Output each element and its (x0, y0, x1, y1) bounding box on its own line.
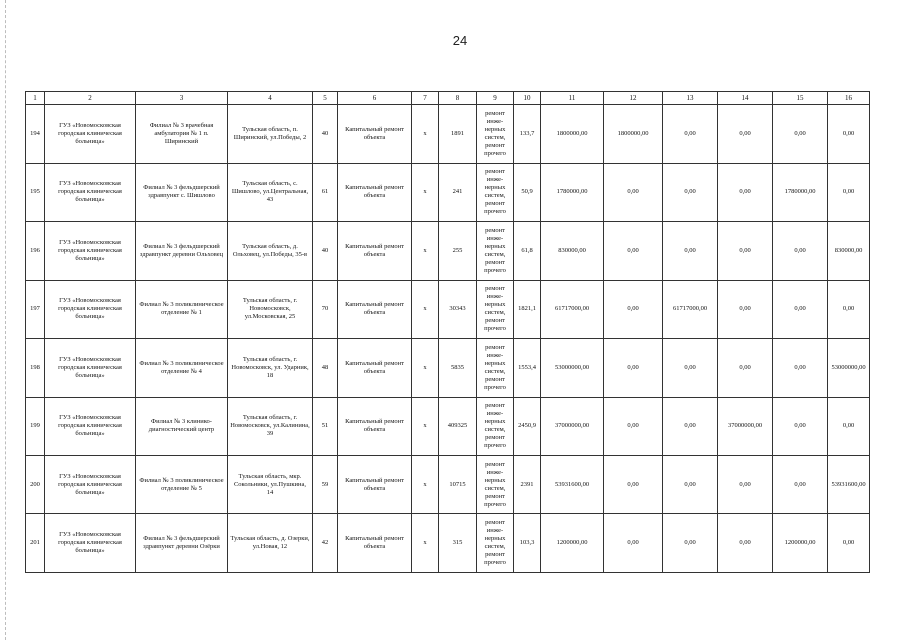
column-number-3: 3 (136, 92, 228, 105)
col8-cell: 10715 (439, 456, 477, 514)
row-number: 198 (26, 339, 45, 397)
branch-cell: Филиал № 3 врачебная амбулатория № 1 п. Ширинский (136, 105, 228, 163)
row-number: 196 (26, 222, 45, 280)
col12-amount-cell: 0,00 (604, 280, 663, 338)
col7-cell: х (412, 456, 439, 514)
organization-cell: ГУЗ «Новомосковская городская клиническая больница» (45, 339, 136, 397)
col14-amount-cell: 0,00 (718, 280, 773, 338)
col11-amount-cell: 830000,00 (541, 222, 604, 280)
col16-amount-cell: 0,00 (828, 397, 870, 455)
col10-cell: 103,3 (514, 514, 541, 573)
col14-amount-cell: 0,00 (718, 163, 773, 221)
repair-type-cell: ремонт инже-нерных систем, ремонт прочего (477, 105, 514, 163)
col8-cell: 5835 (439, 339, 477, 397)
col5-cell: 59 (313, 456, 338, 514)
column-number-4: 4 (228, 92, 313, 105)
branch-cell: Филиал № 3 фельдшерский здравпункт деревни Озёрки (136, 514, 228, 573)
col15-amount-cell: 1200000,00 (773, 514, 828, 573)
col15-amount-cell: 0,00 (773, 280, 828, 338)
column-number-14: 14 (718, 92, 773, 105)
organization-cell: ГУЗ «Новомосковская городская клиническая больница» (45, 222, 136, 280)
column-number-2: 2 (45, 92, 136, 105)
col15-amount-cell: 0,00 (773, 105, 828, 163)
column-number-10: 10 (514, 92, 541, 105)
column-number-16: 16 (828, 92, 870, 105)
col15-amount-cell: 0,00 (773, 222, 828, 280)
col14-amount-cell: 0,00 (718, 222, 773, 280)
row-number: 195 (26, 163, 45, 221)
column-number-row (26, 92, 870, 105)
repair-type-cell: ремонт инже-нерных систем, ремонт прочего (477, 339, 514, 397)
row-number: 194 (26, 105, 45, 163)
work-type-cell: Капитальный ремонт объекта (338, 222, 412, 280)
organization-cell: ГУЗ «Новомосковская городская клиническая больница» (45, 514, 136, 573)
col16-amount-cell: 0,00 (828, 280, 870, 338)
organization-cell: ГУЗ «Новомосковская городская клиническая больница» (45, 397, 136, 455)
col14-amount-cell: 37000000,00 (718, 397, 773, 455)
col12-amount-cell: 0,00 (604, 397, 663, 455)
repair-type-cell: ремонт инже-нерных систем, ремонт прочего (477, 163, 514, 221)
col10-cell: 1553,4 (514, 339, 541, 397)
address-cell: Тульская область, г. Новомосковск, ул.Московская, 25 (228, 280, 313, 338)
col13-amount-cell: 61717000,00 (663, 280, 718, 338)
col14-amount-cell: 0,00 (718, 514, 773, 573)
col12-amount-cell: 0,00 (604, 163, 663, 221)
row-number: 199 (26, 397, 45, 455)
branch-cell: Филиал № 3 фельдшерский здравпункт деревни Ольховец (136, 222, 228, 280)
work-type-cell: Капитальный ремонт объекта (338, 105, 412, 163)
col13-amount-cell: 0,00 (663, 456, 718, 514)
column-number-1: 1 (26, 92, 45, 105)
col16-amount-cell: 53000000,00 (828, 339, 870, 397)
col8-cell: 255 (439, 222, 477, 280)
col10-cell: 133,7 (514, 105, 541, 163)
column-number-11: 11 (541, 92, 604, 105)
col16-amount-cell: 0,00 (828, 163, 870, 221)
table-row (26, 339, 870, 397)
address-cell: Тульская область, мкр. Сокольники, ул.Пушкина, 14 (228, 456, 313, 514)
table-row (26, 514, 870, 573)
col10-cell: 1821,1 (514, 280, 541, 338)
work-type-cell: Капитальный ремонт объекта (338, 397, 412, 455)
organization-cell: ГУЗ «Новомосковская городская клиническая больница» (45, 105, 136, 163)
col16-amount-cell: 0,00 (828, 105, 870, 163)
work-type-cell: Капитальный ремонт объекта (338, 339, 412, 397)
col8-cell: 1891 (439, 105, 477, 163)
objects-table (25, 91, 870, 573)
col7-cell: х (412, 280, 439, 338)
col13-amount-cell: 0,00 (663, 105, 718, 163)
col15-amount-cell: 1780000,00 (773, 163, 828, 221)
col5-cell: 40 (313, 222, 338, 280)
col11-amount-cell: 61717000,00 (541, 280, 604, 338)
branch-cell: Филиал № 3 поликлиническое отделение № 5 (136, 456, 228, 514)
repair-type-cell: ремонт инже-нерных систем, ремонт прочего (477, 514, 514, 573)
col10-cell: 2391 (514, 456, 541, 514)
table-body (26, 92, 870, 573)
col10-cell: 50,9 (514, 163, 541, 221)
col5-cell: 42 (313, 514, 338, 573)
organization-cell: ГУЗ «Новомосковская городская клиническая больница» (45, 163, 136, 221)
col14-amount-cell: 0,00 (718, 105, 773, 163)
address-cell: Тульская область, п. Ширинский, ул.Победы, 2 (228, 105, 313, 163)
work-type-cell: Капитальный ремонт объекта (338, 456, 412, 514)
col8-cell: 30343 (439, 280, 477, 338)
repair-type-cell: ремонт инже-нерных систем, ремонт прочего (477, 280, 514, 338)
row-number: 200 (26, 456, 45, 514)
col16-amount-cell: 53931600,00 (828, 456, 870, 514)
work-type-cell: Капитальный ремонт объекта (338, 163, 412, 221)
col5-cell: 61 (313, 163, 338, 221)
col7-cell: х (412, 514, 439, 573)
col12-amount-cell: 1800000,00 (604, 105, 663, 163)
col5-cell: 51 (313, 397, 338, 455)
work-type-cell: Капитальный ремонт объекта (338, 280, 412, 338)
col12-amount-cell: 0,00 (604, 514, 663, 573)
col11-amount-cell: 1780000,00 (541, 163, 604, 221)
column-number-12: 12 (604, 92, 663, 105)
col13-amount-cell: 0,00 (663, 339, 718, 397)
column-number-7: 7 (412, 92, 439, 105)
branch-cell: Филиал № 3 поликлиническое отделение № 4 (136, 339, 228, 397)
row-number: 197 (26, 280, 45, 338)
address-cell: Тульская область, с. Шишлово, ул.Центральная, 43 (228, 163, 313, 221)
col7-cell: х (412, 397, 439, 455)
col7-cell: х (412, 222, 439, 280)
branch-cell: Филиал № 3 поликлиническое отделение № 1 (136, 280, 228, 338)
col7-cell: х (412, 339, 439, 397)
col8-cell: 241 (439, 163, 477, 221)
column-number-5: 5 (313, 92, 338, 105)
col11-amount-cell: 1800000,00 (541, 105, 604, 163)
col15-amount-cell: 0,00 (773, 397, 828, 455)
col5-cell: 48 (313, 339, 338, 397)
row-number: 201 (26, 514, 45, 573)
work-type-cell: Капитальный ремонт объекта (338, 514, 412, 573)
address-cell: Тульская область, д. Ольховец, ул.Победы, 35-в (228, 222, 313, 280)
table-row (26, 105, 870, 163)
col11-amount-cell: 53931600,00 (541, 456, 604, 514)
organization-cell: ГУЗ «Новомосковская городская клиническая больница» (45, 280, 136, 338)
table-row (26, 163, 870, 221)
col13-amount-cell: 0,00 (663, 163, 718, 221)
table-row (26, 456, 870, 514)
address-cell: Тульская область, г. Новомосковск, ул. Ударник, 18 (228, 339, 313, 397)
address-cell: Тульская область, д. Озерки, ул.Новая, 12 (228, 514, 313, 573)
col15-amount-cell: 0,00 (773, 456, 828, 514)
repair-type-cell: ремонт инже-нерных систем, ремонт прочего (477, 456, 514, 514)
col11-amount-cell: 53000000,00 (541, 339, 604, 397)
col11-amount-cell: 1200000,00 (541, 514, 604, 573)
col12-amount-cell: 0,00 (604, 456, 663, 514)
repair-type-cell: ремонт инже-нерных систем, ремонт прочего (477, 222, 514, 280)
col10-cell: 2450,9 (514, 397, 541, 455)
repair-type-cell: ремонт инже-нерных систем, ремонт прочего (477, 397, 514, 455)
col8-cell: 409325 (439, 397, 477, 455)
column-number-13: 13 (663, 92, 718, 105)
col11-amount-cell: 37000000,00 (541, 397, 604, 455)
column-number-15: 15 (773, 92, 828, 105)
address-cell: Тульская область, г. Новомосковск, ул.Калинина, 39 (228, 397, 313, 455)
left-margin-dashes (5, 0, 6, 640)
col5-cell: 40 (313, 105, 338, 163)
branch-cell: Филиал № 3 клинико-диагностический центр (136, 397, 228, 455)
col10-cell: 61,8 (514, 222, 541, 280)
column-number-8: 8 (439, 92, 477, 105)
col14-amount-cell: 0,00 (718, 339, 773, 397)
col16-amount-cell: 0,00 (828, 514, 870, 573)
col7-cell: х (412, 163, 439, 221)
col15-amount-cell: 0,00 (773, 339, 828, 397)
table-row (26, 397, 870, 455)
col8-cell: 315 (439, 514, 477, 573)
col7-cell: х (412, 105, 439, 163)
page-number: 24 (452, 33, 468, 48)
col12-amount-cell: 0,00 (604, 222, 663, 280)
column-number-6: 6 (338, 92, 412, 105)
col5-cell: 70 (313, 280, 338, 338)
table-row (26, 280, 870, 338)
organization-cell: ГУЗ «Новомосковская городская клиническая больница» (45, 456, 136, 514)
col12-amount-cell: 0,00 (604, 339, 663, 397)
col13-amount-cell: 0,00 (663, 397, 718, 455)
col14-amount-cell: 0,00 (718, 456, 773, 514)
column-number-9: 9 (477, 92, 514, 105)
col13-amount-cell: 0,00 (663, 514, 718, 573)
col13-amount-cell: 0,00 (663, 222, 718, 280)
branch-cell: Филиал № 3 фельдшерский здравпункт с. Шишлово (136, 163, 228, 221)
table-row (26, 222, 870, 280)
col16-amount-cell: 830000,00 (828, 222, 870, 280)
